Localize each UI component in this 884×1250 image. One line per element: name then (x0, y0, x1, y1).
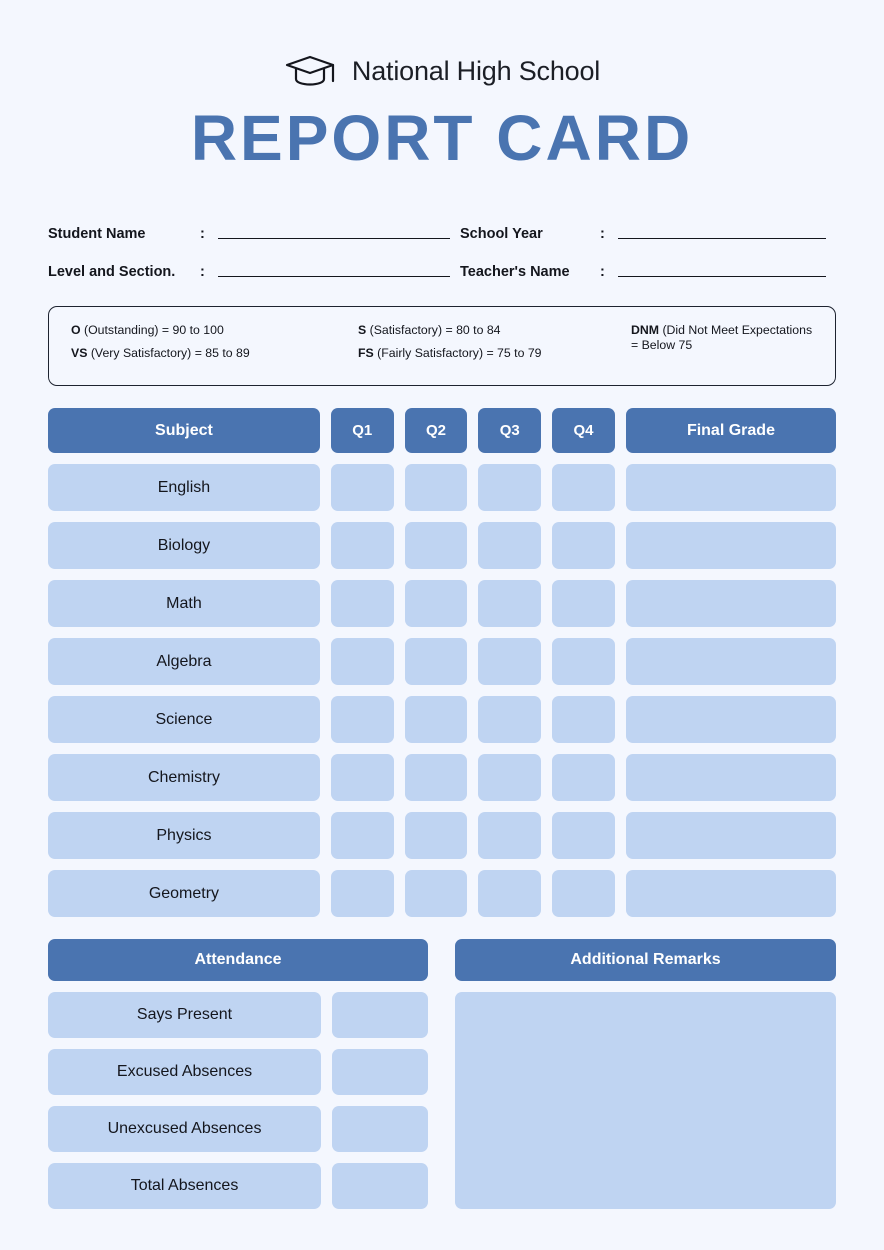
grade-input-q4[interactable] (552, 754, 615, 801)
teacher-name-input[interactable] (618, 275, 826, 277)
legend-description: (Outstanding) = 90 to 100 (84, 323, 224, 337)
attendance-input-unexcused-absences[interactable] (332, 1106, 428, 1152)
grade-input-q3[interactable] (478, 870, 541, 917)
grade-input-q3[interactable] (478, 638, 541, 685)
bottom-section (48, 939, 836, 1209)
grade-input-q4[interactable] (552, 580, 615, 627)
legend-description: (Satisfactory) = 80 to 84 (369, 323, 501, 337)
grade-input-final[interactable] (626, 812, 836, 859)
attendance-row (48, 1163, 428, 1209)
table-row (48, 870, 836, 917)
field-level-section (48, 254, 460, 280)
grade-input-final[interactable] (626, 870, 836, 917)
student-name-input[interactable] (218, 237, 450, 239)
grade-input-q1[interactable] (331, 580, 394, 627)
table-row (48, 812, 836, 859)
grade-input-final[interactable] (626, 696, 836, 743)
column-header-final-grade: Final Grade (626, 408, 836, 453)
attendance-section (48, 939, 428, 1209)
subject-name: Physics (48, 812, 320, 859)
legend-description: (Did Not Meet Expectations = Below 75 (631, 323, 813, 353)
attendance-input-total-absences[interactable] (332, 1163, 428, 1209)
grade-input-q3[interactable] (478, 580, 541, 627)
field-colon: : (200, 264, 205, 280)
subject-name: Math (48, 580, 320, 627)
attendance-label: Says Present (48, 992, 321, 1038)
school-header (48, 0, 836, 94)
legend-code: VS (71, 346, 88, 361)
legend-column-2 (358, 323, 631, 369)
attendance-label: Unexcused Absences (48, 1106, 321, 1152)
legend-item (71, 323, 358, 338)
grade-input-final[interactable] (626, 638, 836, 685)
legend-item (358, 323, 631, 338)
legend-column-1 (71, 323, 358, 369)
grade-input-q1[interactable] (331, 812, 394, 859)
field-colon: : (600, 226, 605, 242)
column-header-q1: Q1 (331, 408, 394, 453)
grade-input-q2[interactable] (405, 522, 468, 569)
grade-input-q2[interactable] (405, 870, 468, 917)
field-label-school-year: School Year (460, 226, 543, 242)
school-name: National High School (351, 55, 601, 86)
column-header-q4: Q4 (552, 408, 615, 453)
remarks-textarea[interactable] (455, 992, 836, 1209)
field-label-student-name: Student Name (48, 226, 146, 242)
grade-input-q3[interactable] (478, 812, 541, 859)
column-header-subject: Subject (48, 408, 320, 453)
grade-input-q3[interactable] (478, 696, 541, 743)
legend-code: O (71, 323, 81, 337)
field-label-teacher-name: Teacher's Name (460, 264, 570, 280)
grade-input-q1[interactable] (331, 754, 394, 801)
attendance-input-excused-absences[interactable] (332, 1049, 428, 1095)
legend-description: (Fairly Satisfactory) = 75 to 79 (377, 346, 542, 361)
student-info-fields (48, 216, 836, 280)
table-row (48, 754, 836, 801)
attendance-label: Excused Absences (48, 1049, 321, 1095)
legend-description: (Very Satisfactory) = 85 to 89 (90, 346, 250, 361)
field-colon: : (600, 264, 605, 280)
grade-input-q3[interactable] (478, 754, 541, 801)
subject-name: Chemistry (48, 754, 320, 801)
field-student-name (48, 216, 460, 242)
attendance-input-says-present[interactable] (332, 992, 428, 1038)
grade-input-q4[interactable] (552, 870, 615, 917)
table-row (48, 696, 836, 743)
grade-input-q4[interactable] (552, 464, 615, 511)
grade-input-q3[interactable] (478, 522, 541, 569)
grade-input-q1[interactable] (331, 464, 394, 511)
legend-code: DNM (631, 323, 660, 337)
grading-legend (48, 306, 836, 386)
legend-code: S (358, 323, 367, 337)
table-row (48, 522, 836, 569)
grade-input-final[interactable] (626, 522, 836, 569)
field-teacher-name (460, 254, 836, 280)
grade-input-q1[interactable] (331, 522, 394, 569)
subject-name: English (48, 464, 320, 511)
legend-column-3 (631, 323, 813, 369)
subject-name: Science (48, 696, 320, 743)
attendance-row (48, 1049, 428, 1095)
table-row (48, 464, 836, 511)
field-colon: : (200, 226, 205, 242)
graduation-cap-icon (284, 54, 338, 88)
grade-input-final[interactable] (626, 580, 836, 627)
grade-input-final[interactable] (626, 754, 836, 801)
grade-input-q1[interactable] (331, 696, 394, 743)
grade-input-q1[interactable] (331, 870, 394, 917)
attendance-row (48, 1106, 428, 1152)
table-header-row (48, 408, 836, 453)
grade-input-final[interactable] (626, 464, 836, 511)
field-school-year (460, 216, 836, 242)
remarks-title: Additional Remarks (455, 939, 836, 981)
grade-input-q4[interactable] (552, 522, 615, 569)
legend-item (631, 323, 813, 354)
legend-item (71, 346, 358, 361)
grade-input-q2[interactable] (405, 580, 468, 627)
legend-code: FS (358, 346, 374, 361)
column-header-q2: Q2 (405, 408, 468, 453)
level-section-input[interactable] (218, 275, 450, 277)
grade-input-q2[interactable] (405, 754, 468, 801)
grade-input-q4[interactable] (552, 696, 615, 743)
grade-input-q2[interactable] (405, 638, 468, 685)
attendance-row (48, 992, 428, 1038)
attendance-title: Attendance (48, 939, 428, 981)
table-row (48, 638, 836, 685)
grade-input-q1[interactable] (331, 638, 394, 685)
grade-input-q2[interactable] (405, 812, 468, 859)
subject-name: Biology (48, 522, 320, 569)
grades-table (48, 408, 836, 917)
grade-input-q2[interactable] (405, 464, 468, 511)
subject-name: Geometry (48, 870, 320, 917)
column-header-q3: Q3 (478, 408, 541, 453)
school-year-input[interactable] (618, 237, 826, 239)
grade-input-q3[interactable] (478, 464, 541, 511)
grade-input-q4[interactable] (552, 812, 615, 859)
page-title: REPORT CARD (190, 102, 694, 174)
grade-input-q2[interactable] (405, 696, 468, 743)
table-row (48, 580, 836, 627)
attendance-label: Total Absences (48, 1163, 321, 1209)
grade-input-q4[interactable] (552, 638, 615, 685)
field-label-level-section: Level and Section. (48, 264, 176, 280)
subject-name: Algebra (48, 638, 320, 685)
remarks-section (455, 939, 836, 1209)
legend-item (358, 346, 631, 361)
